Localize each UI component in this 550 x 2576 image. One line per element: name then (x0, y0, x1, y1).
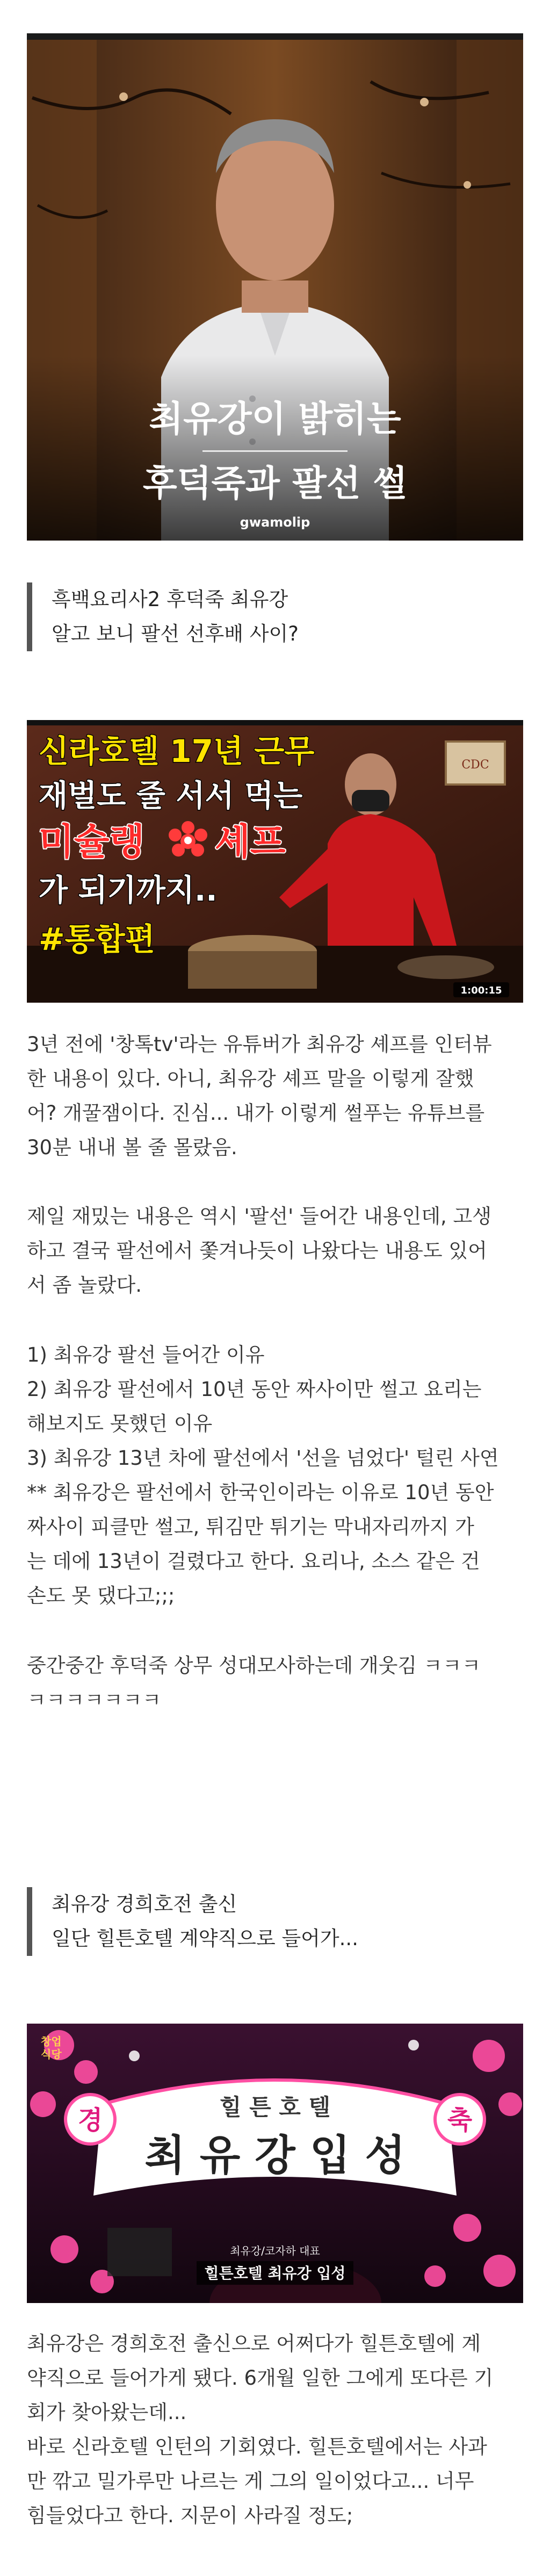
banner-caption-small: 최유강/코자하 대표 (230, 2244, 320, 2257)
video-thumbnail-illustration (27, 720, 523, 1003)
body-paragraph-2-line: 제일 재밌는 내용은 역시 '팔선' 들어간 내용인데, 고생 (27, 1205, 492, 1228)
body-paragraph-3-line: ㅋㅋㅋㅋㅋㅋㅋ (27, 1688, 162, 1711)
section-heading-1 (27, 582, 523, 651)
video-caption-2: 재벌도 줄 서서 먹는 (39, 779, 303, 814)
video-caption-4: 가 되기까지.. (39, 873, 218, 908)
list-note: ** 최유강은 팔선에서 한국인이라는 이유로 10년 동안 (27, 1481, 494, 1504)
section-heading-2 (27, 1887, 523, 1956)
reason-list (27, 1338, 523, 1613)
section-heading-2-line1: 최유강 경희호전 출신 (52, 1893, 237, 1916)
hero-watermark: gwamolip (240, 515, 310, 530)
body-paragraph-2-line: 서 좀 놀랐다. (27, 1273, 142, 1297)
body-paragraph-2-line: 하고 결국 팔선에서 쫓겨나듯이 나왔다는 내용도 있어 (27, 1239, 487, 1262)
hero-title-line1: 최유강이 밝히는 (149, 398, 401, 440)
corner-label-line2: 식당 (41, 2048, 62, 2061)
body-paragraph-2 (27, 1199, 523, 1303)
banner-subtitle: 힐 튼 호 텔 (219, 2094, 331, 2120)
hero-photo-illustration (27, 33, 523, 541)
body-paragraph-4-line: 약직으로 들어가게 됐다. 6개월 일한 그에게 또다른 기 (27, 2366, 494, 2390)
body-paragraph-3 (27, 1649, 523, 1717)
list-item: 2) 최유강 팔선에서 10년 동안 짜사이만 썰고 요리는 (27, 1378, 482, 1401)
video-caption-3a: 미슐랭 (39, 821, 145, 864)
body-paragraph-4-line: 회가 찾아왔는데... (27, 2401, 187, 2424)
body-paragraph-1-line: 3년 전에 '창톡tv'라는 유튜버가 최유강 셰프를 인터뷰 (27, 1033, 492, 1056)
list-item: 1) 최유강 팔선 들어간 이유 (27, 1343, 265, 1366)
banner-main-title: 최 유 강 입 성 (144, 2131, 406, 2180)
body-paragraph-1-line: 30분 내내 볼 줄 몰랐음. (27, 1136, 237, 1159)
video-thumbnail[interactable] (27, 720, 523, 1003)
banner-illustration (27, 2024, 523, 2303)
body-paragraph-4 (27, 2327, 523, 2533)
body-paragraph-4-line: 바로 신라호텔 인턴의 기회였다. 힐튼호텔에서는 사과 (27, 2435, 487, 2458)
left-badge-text: 경 (77, 2105, 103, 2135)
video-timestamp: 1:00:15 (460, 985, 502, 996)
body-paragraph-4-line: 만 깎고 밀가루만 나르는 게 그의 일이었다고... 너무 (27, 2470, 474, 2493)
body-paragraph-1 (27, 1027, 523, 1165)
section-heading-1-line2: 알고 보니 팔선 선후배 사이? (52, 622, 299, 645)
body-paragraph-4-line: 최유강은 경희호전 출신으로 어쩌다가 힐튼호텔에 계 (27, 2332, 481, 2355)
video-caption-3b: 셰프 (215, 821, 286, 864)
body-paragraph-4-line: 힘들었다고 한다. 지문이 사라질 정도; (27, 2504, 353, 2527)
banner-image (27, 2024, 523, 2303)
section-heading-1-line1: 흑백요리사2 후덕죽 최유강 (52, 588, 288, 611)
hero-title-line2: 후덕죽과 팔선 썰 (142, 463, 408, 504)
video-caption-1: 신라호텔 17년 근무 (39, 733, 315, 769)
list-note: 는 데에 13년이 걸렸다고 한다. 요리나, 소스 같은 건 (27, 1550, 480, 1573)
body-paragraph-3-line: 중간중간 후덕죽 상무 성대모사하는데 개웃김 ㅋㅋㅋ (27, 1654, 481, 1677)
banner-caption-big: 힐튼호텔 최유강 입성 (204, 2264, 346, 2282)
right-badge-text: 축 (447, 2105, 473, 2135)
kitchen-sign-text: CDC (461, 758, 489, 772)
hero-image (27, 33, 523, 541)
list-item: 3) 최유강 13년 차에 팔선에서 '선을 넘었다' 털린 사연 (27, 1447, 499, 1470)
list-note: 손도 못 댔다고;;; (27, 1584, 175, 1607)
section-heading-2-line2: 일단 힐튼호텔 계약직으로 들어가... (52, 1927, 358, 1950)
video-caption-5: #통합편 (39, 921, 155, 958)
body-paragraph-1-line: 한 내용이 있다. 아니, 최유강 셰프 말을 이렇게 잘했 (27, 1067, 474, 1090)
list-note: 짜사이 피클만 썰고, 튀김만 튀기는 막내자리까지 가 (27, 1515, 474, 1538)
corner-label-line1: 창업 (41, 2035, 62, 2048)
body-paragraph-1-line: 어? 개꿀잼이다. 진심... 내가 이렇게 썰푸는 유튜브를 (27, 1102, 485, 1125)
list-item: 해보지도 못했던 이유 (27, 1412, 213, 1435)
